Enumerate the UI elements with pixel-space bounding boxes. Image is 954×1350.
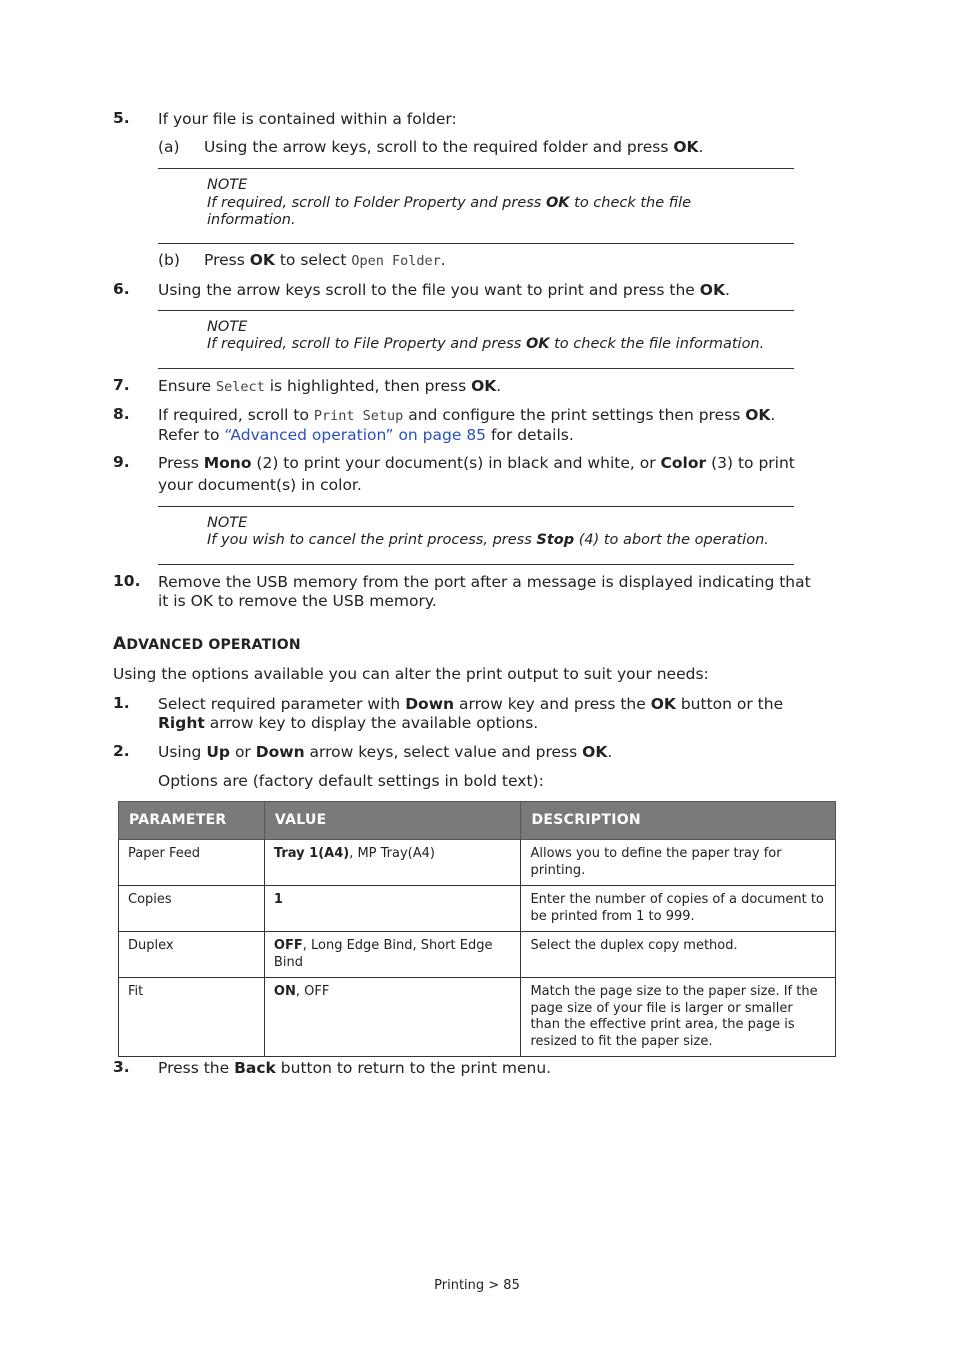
step-7-text: Ensure Select is highlighted, then press OK.: [158, 377, 502, 395]
step-5-text: If your file is contained within a folder:: [158, 110, 457, 128]
cell-value: ON, OFF: [264, 978, 521, 1057]
cell-parameter: Fit: [119, 978, 265, 1057]
note-2-title: NOTE: [207, 319, 248, 335]
advanced-step-1-line-2: Right arrow key to display the available options.: [158, 714, 539, 732]
step-5b-text: Press OK to select Open Folder.: [204, 251, 446, 269]
step-9-number: 9.: [113, 453, 130, 471]
step-9-line-1: Press Mono (2) to print your document(s) in black and white, or Color (3) to print: [158, 454, 795, 472]
note-2-top-rule: [158, 310, 794, 311]
page-footer: Printing > 85: [434, 1278, 520, 1293]
cell-description: Allows you to define the paper tray for printing.: [521, 840, 836, 886]
cell-description: Match the page size to the paper size. If the page size of your file is larger or smaller than the effective print area, the page is resized to fit the paper size.: [521, 978, 836, 1057]
step-6-number: 6.: [113, 280, 130, 298]
step-8-line-2: Refer to “Advanced operation” on page 85 for details.: [158, 426, 574, 444]
note-3-title: NOTE: [207, 515, 248, 531]
step-6-text: Using the arrow keys scroll to the file you want to print and press the OK.: [158, 281, 730, 299]
note-3-bottom-rule: [158, 564, 794, 565]
table-row: [119, 932, 836, 978]
table-row: [119, 886, 836, 932]
options-intro: Options are (factory default settings in bold text):: [158, 772, 544, 790]
note-2-line-1: If required, scroll to File Property and press OK to check the file information.: [207, 336, 765, 352]
cell-value: Tray 1(A4), MP Tray(A4): [264, 840, 521, 886]
step-7-number: 7.: [113, 376, 130, 394]
header-value: VALUE: [264, 802, 521, 840]
cell-value: 1: [264, 886, 521, 932]
step-9-line-2: your document(s) in color.: [158, 476, 362, 494]
cell-value: OFF, Long Edge Bind, Short Edge Bind: [264, 932, 521, 978]
step-5a-text: Using the arrow keys, scroll to the required folder and press OK.: [204, 138, 704, 156]
step-10-line-1: Remove the USB memory from the port after a message is displayed indicating that: [158, 573, 811, 591]
advanced-intro: Using the options available you can alter the print output to suit your needs:: [113, 665, 709, 683]
advanced-step-2-text: Using Up or Down arrow keys, select value and press OK.: [158, 743, 613, 761]
cell-parameter: Duplex: [119, 932, 265, 978]
note-1-title: NOTE: [207, 177, 248, 193]
advanced-step-1-line-1: Select required parameter with Down arrow key and press the OK button or the: [158, 695, 784, 713]
step-8-line-1: If required, scroll to Print Setup and configure the print settings then press OK.: [158, 406, 776, 424]
options-table: [118, 801, 836, 1057]
note-3-line-1: If you wish to cancel the print process, press Stop (4) to abort the operation.: [207, 532, 769, 548]
cell-parameter: Copies: [119, 886, 265, 932]
header-description: DESCRIPTION: [521, 802, 836, 840]
note-1-top-rule: [158, 168, 794, 169]
advanced-operation-link[interactable]: “Advanced operation” on page 85: [224, 426, 487, 444]
advanced-operation-heading: ADVANCED OPERATION: [113, 634, 301, 654]
step-5-number: 5.: [113, 109, 130, 127]
step-10-number: 10.: [113, 572, 141, 590]
header-parameter: PARAMETER: [119, 802, 265, 840]
cell-description: Select the duplex copy method.: [521, 932, 836, 978]
table-row: [119, 978, 836, 1057]
advanced-step-3-number: 3.: [113, 1058, 130, 1076]
note-3-top-rule: [158, 506, 794, 507]
step-5b-label: (b): [158, 251, 180, 269]
note-1-bottom-rule: [158, 243, 794, 244]
advanced-step-2-number: 2.: [113, 742, 130, 760]
advanced-step-1-number: 1.: [113, 694, 130, 712]
cell-description: Enter the number of copies of a document to be printed from 1 to 999.: [521, 886, 836, 932]
note-1-line-2: information.: [207, 212, 296, 228]
note-2-bottom-rule: [158, 368, 794, 369]
advanced-step-3-text: Press the Back button to return to the print menu.: [158, 1059, 552, 1077]
note-1-line-1: If required, scroll to Folder Property and press OK to check the file: [207, 195, 692, 211]
step-8-number: 8.: [113, 405, 130, 423]
table-header-row: [119, 802, 836, 840]
step-10-line-2: it is OK to remove the USB memory.: [158, 592, 437, 610]
step-5a-label: (a): [158, 138, 180, 156]
table-row: [119, 840, 836, 886]
cell-parameter: Paper Feed: [119, 840, 265, 886]
